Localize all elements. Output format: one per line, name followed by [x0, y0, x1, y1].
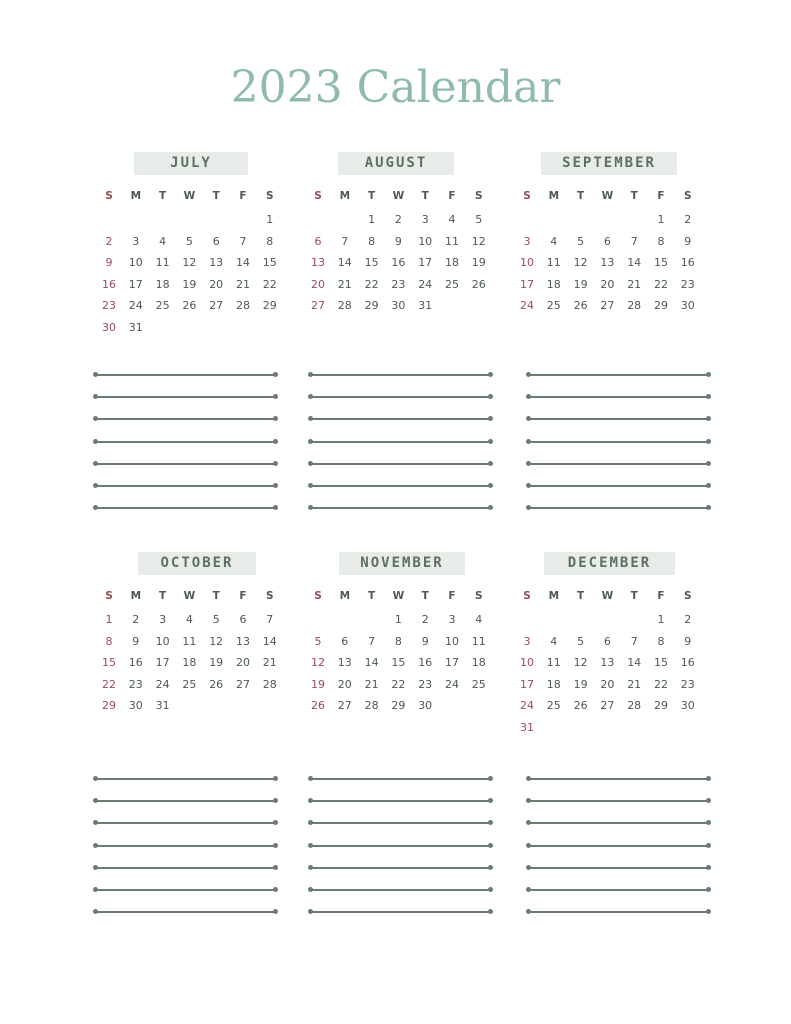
note-line[interactable]: [310, 374, 491, 376]
weekday-header: T: [368, 190, 376, 202]
weekday-header: F: [448, 590, 456, 602]
day-cell: 30: [680, 299, 695, 312]
day-cell: 24: [128, 299, 143, 312]
day-cell: 5: [475, 213, 483, 226]
day-cell: 5: [577, 634, 585, 648]
day-cell: 25: [155, 299, 170, 312]
day-cell: 18: [471, 656, 486, 669]
note-line[interactable]: [528, 800, 709, 802]
day-cell: 3: [448, 613, 456, 626]
note-line[interactable]: [528, 889, 709, 891]
day-cell: 6: [314, 234, 322, 248]
weekday-header: F: [239, 190, 247, 202]
day-cell: 24: [445, 677, 459, 691]
day-cell: 17: [520, 277, 534, 291]
note-line[interactable]: [528, 845, 709, 847]
day-cell: 9: [684, 634, 692, 648]
weekday-header: S: [684, 590, 692, 602]
day-cell: 14: [364, 656, 379, 669]
day-cell: 23: [128, 677, 143, 691]
day-cell: 20: [337, 677, 352, 691]
note-line[interactable]: [95, 396, 276, 398]
day-cell: 27: [600, 299, 615, 312]
day-cell: 23: [418, 677, 433, 691]
note-line[interactable]: [528, 418, 709, 420]
day-cell: 10: [520, 256, 534, 269]
day-cell: 8: [368, 234, 376, 248]
day-cell: 18: [182, 656, 197, 669]
weekday-header: S: [684, 190, 692, 202]
day-cell: 27: [311, 299, 325, 312]
weekday-header: S: [105, 190, 113, 202]
weekday-header: M: [130, 590, 142, 602]
day-cell: 8: [105, 634, 113, 648]
day-cell: 11: [546, 256, 561, 269]
day-cell: 26: [471, 277, 486, 291]
weekday-header: S: [475, 190, 483, 202]
day-cell: 1: [657, 613, 665, 626]
day-cell: 8: [266, 234, 274, 248]
day-cell: 18: [546, 277, 561, 291]
note-line[interactable]: [95, 867, 276, 869]
day-cell: 8: [394, 634, 402, 648]
day-cell: 20: [209, 277, 224, 291]
day-cell: 11: [445, 234, 459, 248]
day-cell: 3: [132, 234, 140, 248]
day-cell: 29: [654, 699, 668, 712]
day-cell: 15: [654, 256, 668, 269]
day-cell: 5: [212, 613, 220, 626]
weekday-header: S: [314, 190, 322, 202]
note-line[interactable]: [310, 911, 491, 913]
day-cell: 19: [311, 677, 325, 691]
note-line[interactable]: [310, 889, 491, 891]
note-line[interactable]: [310, 418, 491, 420]
day-cell: 25: [546, 699, 561, 712]
day-cell: 14: [337, 256, 352, 269]
day-cell: 16: [102, 277, 116, 291]
day-cell: 28: [627, 299, 642, 312]
note-line[interactable]: [95, 778, 276, 780]
day-cell: 13: [600, 256, 615, 269]
day-cell: 22: [262, 277, 277, 291]
note-line[interactable]: [310, 396, 491, 398]
day-cell: 23: [102, 299, 116, 312]
note-line[interactable]: [310, 778, 491, 780]
note-line[interactable]: [95, 374, 276, 376]
note-line[interactable]: [310, 441, 491, 443]
weekday-header: T: [421, 590, 429, 602]
day-cell: 27: [209, 299, 224, 312]
day-cell: 14: [627, 656, 642, 669]
day-cell: 29: [364, 299, 379, 312]
day-cell: 15: [364, 256, 379, 269]
day-cell: 18: [546, 677, 561, 691]
note-line[interactable]: [528, 463, 709, 465]
day-cell: 19: [573, 677, 588, 691]
day-cell: 13: [209, 256, 224, 269]
day-cell: 2: [684, 613, 692, 626]
day-cell: 11: [546, 656, 561, 669]
weekday-header: T: [212, 190, 220, 202]
weekday-header: W: [183, 590, 196, 602]
weekday-header: S: [314, 590, 322, 602]
note-line[interactable]: [95, 441, 276, 443]
day-cell: 7: [239, 234, 247, 248]
day-cell: 19: [471, 256, 486, 269]
day-cell: 13: [236, 634, 250, 648]
day-cell: 29: [102, 699, 116, 712]
weekday-header: S: [266, 190, 274, 202]
day-cell: 4: [185, 613, 193, 626]
note-line[interactable]: [528, 822, 709, 824]
day-cell: 6: [603, 234, 611, 248]
day-cell: 5: [577, 234, 585, 248]
note-line[interactable]: [95, 800, 276, 802]
weekday-header: T: [159, 590, 167, 602]
day-cell: 13: [311, 256, 325, 269]
day-cell: 13: [600, 656, 615, 669]
day-cell: 15: [102, 656, 116, 669]
day-cell: 14: [262, 634, 277, 648]
day-cell: 10: [445, 634, 459, 648]
day-cell: 22: [391, 677, 406, 691]
day-cell: 10: [418, 234, 433, 248]
weekday-header: T: [368, 590, 376, 602]
day-cell: 7: [341, 234, 349, 248]
day-cell: 4: [550, 234, 558, 248]
day-cell: 22: [654, 677, 668, 691]
weekday-header: F: [657, 590, 665, 602]
day-cell: 21: [627, 277, 642, 291]
day-cell: 31: [418, 299, 433, 312]
day-cell: 12: [182, 256, 197, 269]
day-cell: 29: [262, 299, 277, 312]
weekday-header: T: [212, 590, 220, 602]
day-cell: 2: [684, 213, 692, 226]
day-cell: 16: [128, 656, 143, 669]
day-cell: 20: [311, 277, 325, 291]
note-line[interactable]: [310, 485, 491, 487]
day-cell: 28: [337, 299, 352, 312]
day-cell: 10: [155, 634, 170, 648]
weekday-header: F: [657, 190, 665, 202]
weekday-header: W: [601, 590, 614, 602]
day-cell: 19: [182, 277, 197, 291]
day-cell: 25: [471, 677, 486, 691]
day-cell: 12: [311, 656, 325, 669]
day-cell: 29: [654, 299, 668, 312]
weekday-header: S: [475, 590, 483, 602]
note-line[interactable]: [528, 911, 709, 913]
day-cell: 27: [337, 699, 352, 712]
day-cell: 2: [394, 213, 402, 226]
note-line[interactable]: [310, 507, 491, 509]
day-cell: 30: [418, 699, 433, 712]
day-cell: 28: [236, 299, 250, 312]
day-cell: 1: [394, 613, 402, 626]
month-label: OCTOBER: [138, 552, 256, 575]
day-cell: 24: [155, 677, 170, 691]
note-line[interactable]: [95, 418, 276, 420]
day-cell: 25: [546, 299, 561, 312]
day-cell: 19: [209, 656, 224, 669]
day-cell: 7: [630, 634, 638, 648]
weekday-header: T: [577, 590, 585, 602]
day-cell: 7: [266, 613, 274, 626]
day-cell: 21: [627, 677, 642, 691]
month-label: DECEMBER: [544, 552, 675, 575]
weekday-header: M: [548, 190, 560, 202]
day-cell: 9: [132, 634, 140, 648]
day-cell: 27: [600, 699, 615, 712]
day-cell: 6: [212, 234, 220, 248]
day-cell: 25: [445, 277, 459, 291]
page-title: 2023 Calendar: [230, 62, 561, 113]
day-cell: 23: [391, 277, 406, 291]
weekday-header: S: [523, 590, 531, 602]
day-cell: 15: [262, 256, 277, 269]
weekday-header: M: [130, 190, 142, 202]
day-cell: 24: [520, 299, 534, 312]
note-line[interactable]: [95, 507, 276, 509]
note-line[interactable]: [310, 845, 491, 847]
day-cell: 18: [155, 277, 170, 291]
day-cell: 4: [159, 234, 167, 248]
day-cell: 6: [239, 613, 247, 626]
day-cell: 3: [159, 613, 167, 626]
day-cell: 30: [680, 699, 695, 712]
day-cell: 31: [155, 699, 170, 712]
note-line[interactable]: [528, 374, 709, 376]
day-cell: 26: [182, 299, 197, 312]
day-cell: 6: [603, 634, 611, 648]
day-cell: 16: [391, 256, 406, 269]
weekday-header: T: [630, 590, 638, 602]
day-cell: 4: [550, 634, 558, 648]
day-cell: 9: [421, 634, 429, 648]
weekday-header: T: [630, 190, 638, 202]
day-cell: 29: [391, 699, 406, 712]
day-cell: 10: [520, 656, 534, 669]
month-label: AUGUST: [338, 152, 454, 175]
day-cell: 22: [102, 677, 116, 691]
day-cell: 9: [394, 234, 402, 248]
note-line[interactable]: [310, 867, 491, 869]
weekday-header: M: [339, 590, 351, 602]
note-line[interactable]: [95, 911, 276, 913]
note-line[interactable]: [310, 800, 491, 802]
note-line[interactable]: [528, 778, 709, 780]
day-cell: 28: [262, 677, 277, 691]
day-cell: 1: [266, 213, 274, 226]
day-cell: 7: [630, 234, 638, 248]
weekday-header: W: [601, 190, 614, 202]
day-cell: 8: [657, 234, 665, 248]
day-cell: 31: [520, 720, 534, 734]
day-cell: 1: [105, 613, 113, 626]
day-cell: 2: [421, 613, 429, 626]
day-cell: 11: [471, 634, 486, 648]
note-line[interactable]: [95, 485, 276, 487]
note-line[interactable]: [528, 867, 709, 869]
day-cell: 22: [364, 277, 379, 291]
day-cell: 22: [654, 277, 668, 291]
day-cell: 3: [421, 213, 429, 226]
day-cell: 17: [520, 677, 534, 691]
day-cell: 12: [209, 634, 224, 648]
weekday-header: M: [548, 590, 560, 602]
note-line[interactable]: [95, 463, 276, 465]
weekday-header: W: [183, 190, 196, 202]
weekday-header: S: [523, 190, 531, 202]
day-cell: 27: [236, 677, 250, 691]
day-cell: 12: [471, 234, 486, 248]
day-cell: 30: [128, 699, 143, 712]
day-cell: 28: [364, 699, 379, 712]
note-line[interactable]: [528, 396, 709, 398]
day-cell: 19: [573, 277, 588, 291]
day-cell: 11: [155, 256, 170, 269]
day-cell: 21: [337, 277, 352, 291]
day-cell: 21: [236, 277, 250, 291]
day-cell: 26: [209, 677, 224, 691]
day-cell: 16: [680, 656, 695, 669]
day-cell: 15: [391, 656, 406, 669]
day-cell: 13: [337, 656, 352, 669]
day-cell: 21: [364, 677, 379, 691]
day-cell: 30: [102, 320, 116, 334]
day-cell: 4: [448, 213, 456, 226]
weekday-header: S: [266, 590, 274, 602]
note-line[interactable]: [528, 507, 709, 509]
note-line[interactable]: [528, 441, 709, 443]
day-cell: 16: [680, 256, 695, 269]
day-cell: 12: [573, 256, 588, 269]
day-cell: 26: [573, 699, 588, 712]
weekday-header: F: [239, 590, 247, 602]
day-cell: 26: [311, 699, 325, 712]
day-cell: 20: [600, 277, 615, 291]
day-cell: 21: [262, 656, 277, 669]
month-label: SEPTEMBER: [541, 152, 677, 175]
month-label: JULY: [134, 152, 248, 175]
day-cell: 14: [236, 256, 250, 269]
day-cell: 8: [657, 634, 665, 648]
day-cell: 5: [185, 234, 193, 248]
day-cell: 24: [418, 277, 433, 291]
weekday-header: T: [159, 190, 167, 202]
weekday-header: T: [577, 190, 585, 202]
day-cell: 10: [128, 256, 143, 269]
day-cell: 15: [654, 656, 668, 669]
note-line[interactable]: [528, 485, 709, 487]
day-cell: 28: [627, 699, 642, 712]
day-cell: 5: [314, 634, 322, 648]
day-cell: 31: [128, 320, 143, 334]
weekday-header: F: [448, 190, 456, 202]
day-cell: 11: [182, 634, 197, 648]
day-cell: 25: [182, 677, 197, 691]
day-cell: 17: [128, 277, 143, 291]
note-line[interactable]: [95, 845, 276, 847]
day-cell: 17: [445, 656, 459, 669]
note-line[interactable]: [95, 889, 276, 891]
day-cell: 2: [132, 613, 140, 626]
day-cell: 4: [475, 613, 483, 626]
weekday-header: W: [392, 190, 405, 202]
weekday-header: T: [421, 190, 429, 202]
day-cell: 2: [105, 234, 113, 248]
day-cell: 17: [418, 256, 433, 269]
day-cell: 24: [520, 699, 534, 712]
weekday-header: W: [392, 590, 405, 602]
day-cell: 7: [368, 634, 376, 648]
note-line[interactable]: [95, 822, 276, 824]
day-cell: 17: [155, 656, 170, 669]
day-cell: 23: [680, 677, 695, 691]
day-cell: 9: [105, 256, 113, 269]
day-cell: 6: [341, 634, 349, 648]
day-cell: 14: [627, 256, 642, 269]
day-cell: 9: [684, 234, 692, 248]
day-cell: 1: [368, 213, 376, 226]
note-line[interactable]: [310, 463, 491, 465]
day-cell: 20: [236, 656, 250, 669]
day-cell: 20: [600, 677, 615, 691]
month-label: NOVEMBER: [339, 552, 465, 575]
day-cell: 18: [445, 256, 459, 269]
day-cell: 1: [657, 213, 665, 226]
day-cell: 3: [523, 634, 531, 648]
day-cell: 16: [418, 656, 433, 669]
day-cell: 3: [523, 234, 531, 248]
weekday-header: S: [105, 590, 113, 602]
day-cell: 23: [680, 277, 695, 291]
day-cell: 26: [573, 299, 588, 312]
day-cell: 30: [391, 299, 406, 312]
weekday-header: M: [339, 190, 351, 202]
note-line[interactable]: [310, 822, 491, 824]
day-cell: 12: [573, 656, 588, 669]
